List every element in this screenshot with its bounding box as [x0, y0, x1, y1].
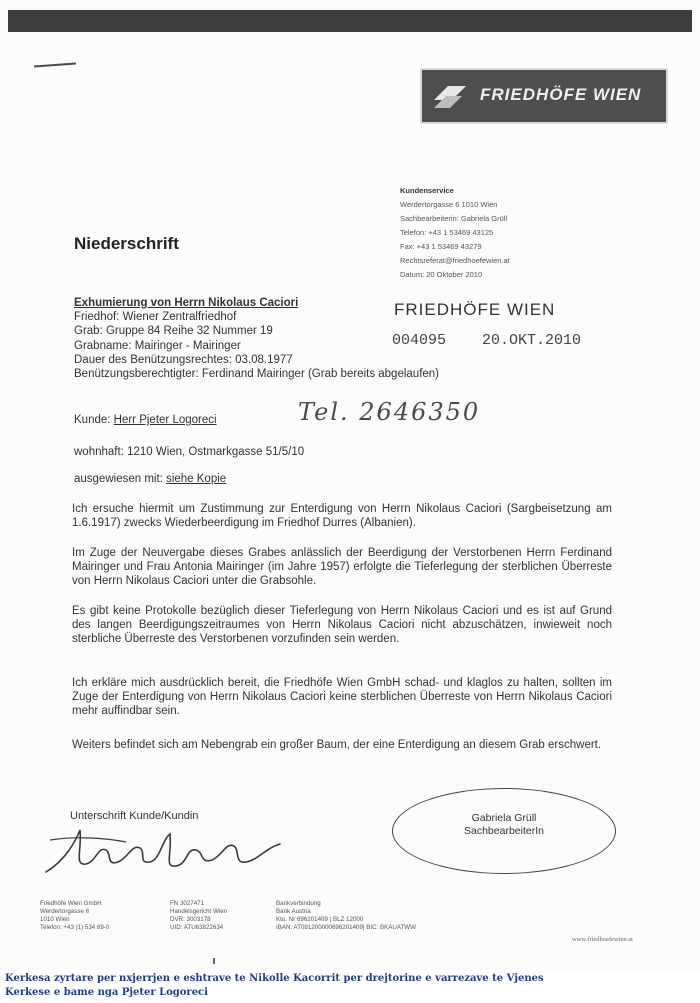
- paragraph: Im Zuge der Neuvergabe dieses Grabes anlässlich der Beerdigung der Verstorbenen Herrn Ferdinand Mairinger und Frau Antonia Mairinger (im Jahre 1957) erfolgte die Tieferlegung der sterblichen Überreste von Herrn Nikolaus Caciori unter die Grabsohle.: [72, 547, 612, 587]
- stamp-name: FRIEDHÖFE WIEN: [394, 300, 556, 319]
- contact-heading: Kundenservice: [400, 186, 454, 195]
- wohnhaft-line: wohnhaft: 1210 Wien, Ostmarkgasse 51/5/10: [74, 446, 305, 458]
- contact-line: Fax: +43 1 53469 43279: [400, 242, 482, 251]
- footer-line: Werdertorgasse 6: [40, 908, 90, 915]
- kunde-value: Herr Pjeter Logoreci: [113, 414, 217, 426]
- scan-mark: [213, 958, 215, 964]
- footer-line: DVR: 3003178: [170, 916, 211, 923]
- footer-line: Bankverbindung: [276, 900, 321, 907]
- kunde-line: [74, 414, 217, 426]
- contact-line: Sachbearbeiterin: Gabriela Grüll: [400, 214, 508, 223]
- signature-label: Unterschrift Kunde/Kundin: [70, 810, 199, 822]
- footer-line: Bank Austria: [276, 908, 311, 915]
- handwritten-telephone: Tel. 2646350: [298, 398, 481, 426]
- footer-line: Kto. Nr 696201409 | BLZ 12000: [276, 916, 364, 923]
- clerk-name: Gabriela Grüll: [471, 812, 537, 824]
- contact-line: Rechtsreferat@friedhoefewien.at: [400, 256, 510, 265]
- footer-line: Telefon: +43 (1) 534 69-0: [40, 924, 110, 931]
- kunde-label: Kunde:: [74, 414, 111, 426]
- image-caption: [5, 972, 695, 1000]
- footer-line: UID: ATU63822634: [170, 924, 224, 931]
- footer-line: Handelsgericht Wien: [170, 908, 228, 915]
- document-title: Niederschrift: [74, 234, 179, 253]
- detail-line: Grab: Gruppe 84 Reihe 32 Nummer 19: [74, 325, 273, 338]
- subject-block: [74, 296, 439, 381]
- detail-line: Grabname: Mairinger - Mairinger: [74, 339, 241, 352]
- contact-line: Datum: 20 Oktober 2010: [400, 270, 483, 279]
- footer-url: www.friedhoefewien.at: [572, 936, 633, 943]
- ausgewiesen-label: ausgewiesen mit:: [74, 473, 163, 485]
- ausgewiesen-value: siehe Kopie: [166, 473, 227, 485]
- footer-bank: [276, 900, 416, 932]
- caption-line: Kerkesa zyrtare per nxjerrjen e eshtrave te Nikolle Kacorrit per drejtorine e varrezave te Vjenes: [5, 973, 544, 984]
- stamp-number: 004095: [392, 332, 447, 349]
- clerk-block: [396, 812, 612, 838]
- paragraph: Es gibt keine Protokolle bezüglich dieser Tieferlegung von Herrn Nikolaus Caciori und es ist auf Grund des langen Beerdigungszeitraumes von Herrn Nikolaus Caciori nicht abzuschätzen, inwieweit noch sterbliche Überreste des Verstorbenen vorzufinden sein werden.: [72, 605, 612, 645]
- footer-registration: [170, 900, 227, 932]
- footer-company: [40, 900, 109, 932]
- footer-line: FN 3027471: [170, 900, 205, 907]
- pen-mark: [34, 63, 76, 68]
- paragraph: Weiters befindet sich am Nebengrab ein großer Baum, der eine Enterdigung an diesem Grab erschwert.: [72, 739, 602, 751]
- paragraph: Ich erkläre mich ausdrücklich bereit, die Friedhöfe Wien GmbH schad- und klaglos zu halten, sollten im Zuge der Enterdigung von Herrn Nikolaus Caciori keine sterblichen Überreste von Herrn Nikolaus Caciori mehr auffindbar sein.: [72, 677, 612, 717]
- friedhoefe-wien-logo: [420, 68, 668, 124]
- footer-line: IBAN: AT091200000696201409| BIC: BKAUATWW: [276, 924, 416, 931]
- contact-block: [400, 184, 510, 282]
- detail-line: Dauer des Benützungsrechtes: 03.08.1977: [74, 353, 293, 366]
- contact-line: Telefon: +43 1 53469 43125: [400, 228, 494, 237]
- stamp-date: 20.OKT.2010: [482, 332, 582, 349]
- clerk-role: SachbearbeiterIn: [464, 825, 544, 837]
- paragraph: Ich ersuche hiermit um Zustimmung zur Enterdigung von Herrn Nikolaus Caciori (Sargbeisetzung am 1.6.1917) zwecks Wiederbeerdigung im Friedhof Durres (Albanien).: [72, 503, 612, 529]
- scan-top-bar: [8, 10, 692, 32]
- footer-line: Friedhöfe Wien GmbH: [40, 900, 102, 907]
- detail-line: Benützungsberechtigter: Ferdinand Mairinger (Grab bereits abgelaufen): [74, 368, 440, 381]
- customer-signature: [36, 820, 296, 884]
- contact-line: Werdertorgasse 6 1010 Wien: [400, 200, 498, 209]
- detail-line: Friedhof: Wiener Zentralfriedhof: [74, 311, 237, 324]
- logo-symbol-icon: [430, 80, 470, 112]
- logo-text: FRIEDHÖFE WIEN: [480, 85, 642, 104]
- caption-line: Kerkese e bame nga Pjeter Logoreci: [5, 987, 208, 998]
- footer-line: 1010 Wien: [40, 916, 70, 923]
- ausgewiesen-line: [74, 473, 226, 485]
- subject-heading: Exhumierung von Herrn Nikolaus Caciori: [74, 297, 299, 309]
